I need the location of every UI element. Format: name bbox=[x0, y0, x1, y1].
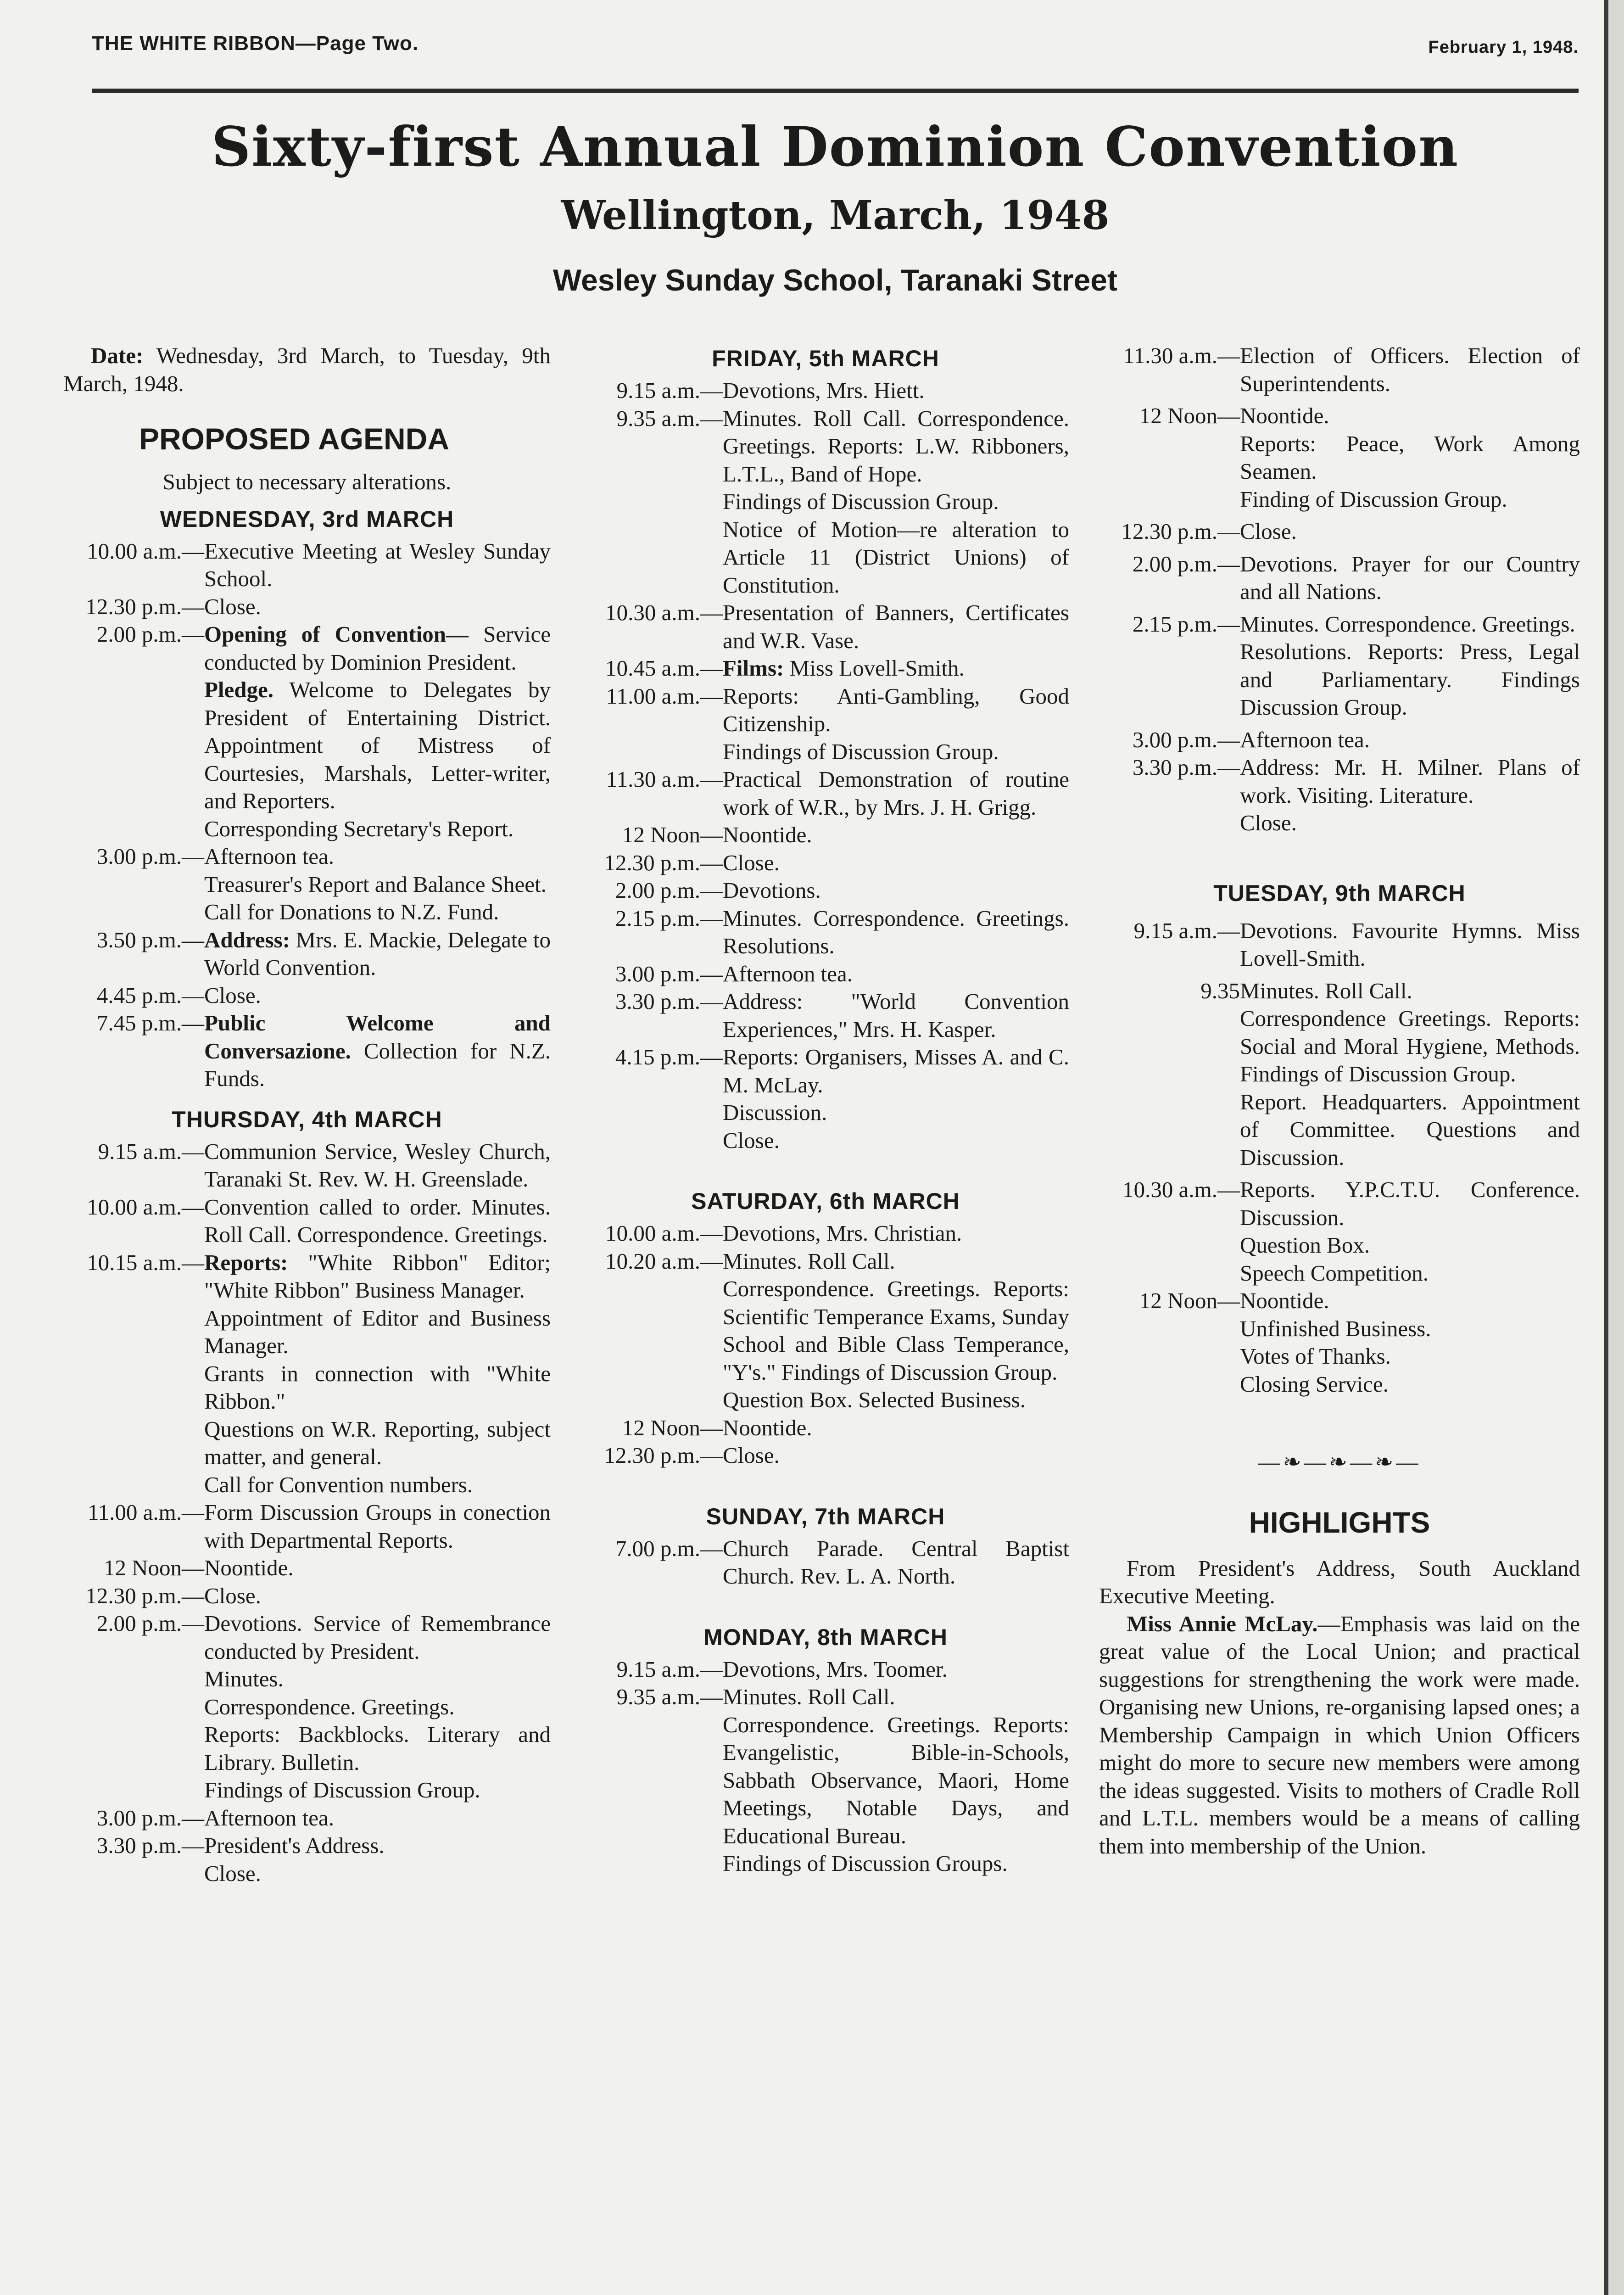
agenda-entry bbox=[1099, 1176, 1580, 1231]
entry-time: 11.30 a.m.— bbox=[606, 767, 723, 792]
entry-sub bbox=[63, 676, 551, 815]
entry-text: Devotions. Service of Remembrance conducted by President. bbox=[204, 1611, 551, 1664]
entry-text: Mrs. E. Mackie, Delegate to World Convention. bbox=[204, 927, 551, 980]
entry-sub: Closing Service. bbox=[1240, 1371, 1389, 1397]
entry-sub: Close. bbox=[723, 1127, 780, 1153]
spacer bbox=[1099, 546, 1580, 550]
agenda-entry bbox=[582, 1248, 1069, 1276]
agenda-entry bbox=[582, 377, 1069, 405]
entry-text: Election of Officers. Election of Superintendents. bbox=[1240, 343, 1580, 396]
entry-text: Form Discussion Groups in conection with Departmental Reports. bbox=[204, 1500, 551, 1553]
entry-sub: Resolutions. Reports: Press, Legal and Parliamentary. Findings Discussion Group. bbox=[1240, 639, 1580, 720]
entry-time: 9.15 a.m.— bbox=[616, 378, 723, 403]
agenda-entry bbox=[1099, 1287, 1580, 1315]
entry-text: Reports. Y.P.C.T.U. Conference. Discussion. bbox=[1240, 1177, 1580, 1230]
ornament-divider: —❧—❧—❧— bbox=[1258, 1450, 1421, 1474]
entry-text: Noontide. bbox=[723, 822, 812, 847]
entry-sub: Speech Competition. bbox=[1240, 1260, 1429, 1286]
entry-sub: Correspondence. Greetings. bbox=[204, 1694, 455, 1719]
entry-text: Executive Meeting at Wesley Sunday School. bbox=[204, 538, 551, 591]
agenda-entry bbox=[63, 1249, 551, 1304]
spacer bbox=[1099, 722, 1580, 726]
entry-sub: Close. bbox=[1240, 810, 1297, 835]
spacer bbox=[1099, 973, 1580, 977]
entry-text: Devotions, Mrs. Hiett. bbox=[723, 378, 925, 403]
entry-sub: Correspondence. Greetings. Reports: Scientific Temperance Exams, Sunday School and Bible Class Temperance, "Y's." Findings of Discussion Group. bbox=[723, 1276, 1069, 1385]
spacer bbox=[1099, 1171, 1580, 1176]
spacer bbox=[1099, 513, 1580, 518]
agenda-entry bbox=[582, 655, 1069, 683]
entry-time: 3.00 p.m.— bbox=[1132, 727, 1240, 752]
entry-text: Noontide. bbox=[1240, 1288, 1329, 1313]
page-edge bbox=[1608, 0, 1624, 2295]
agenda-entry bbox=[63, 1804, 551, 1832]
entry-sub: Treasurer's Report and Balance Sheet. bbox=[204, 871, 547, 897]
entry-bold: Reports: bbox=[204, 1249, 288, 1275]
entry-text: Afternoon tea. bbox=[204, 1805, 334, 1830]
entry-text: Close. bbox=[723, 850, 780, 875]
agenda-entry bbox=[63, 1009, 551, 1093]
entry-time: 7.00 p.m.— bbox=[615, 1535, 723, 1561]
agenda-entry bbox=[582, 905, 1069, 960]
agenda-title: PROPOSED AGENDA bbox=[139, 422, 449, 456]
entry-time: 9.15 a.m.— bbox=[1133, 918, 1240, 943]
entry-sub: Finding of Discussion Group. bbox=[1240, 486, 1507, 512]
entry-time: 9.15 a.m.— bbox=[98, 1138, 204, 1164]
entry-time: 12 Noon— bbox=[622, 1415, 723, 1440]
running-head-left: THE WHITE RIBBON—Page Two. bbox=[92, 32, 419, 55]
spacer bbox=[1099, 397, 1580, 402]
agenda-entry bbox=[63, 593, 551, 621]
entry-text: Devotions. bbox=[723, 878, 821, 903]
entry-text: Address: "World Convention Experiences," Mrs. H. Kasper. bbox=[723, 989, 1069, 1042]
entry-text: Afternoon tea. bbox=[1240, 727, 1370, 752]
entry-time: 2.15 p.m.— bbox=[1132, 611, 1240, 637]
entry-sub: Findings of Discussion Group. bbox=[204, 1777, 480, 1802]
agenda-entry bbox=[582, 1656, 1069, 1684]
entry-bold: Address: bbox=[204, 927, 290, 952]
entry-text: Practical Demonstration of routine work of W.R., by Mrs. J. H. Grigg. bbox=[723, 767, 1069, 820]
entry-time: 9.35 a.m.— bbox=[616, 405, 723, 431]
entry-sub: Report. Headquarters. Appointment of Committee. Questions and Discussion. bbox=[1240, 1089, 1580, 1170]
entry-text: Noontide. bbox=[204, 1555, 294, 1580]
entry-time: 4.45 p.m.— bbox=[96, 982, 204, 1008]
entry-sub: Corresponding Secretary's Report. bbox=[204, 816, 514, 841]
entry-text: "White Ribbon" Editor; "White Ribbon" Business Manager. bbox=[204, 1249, 551, 1303]
entry-text: Noontide. bbox=[723, 1415, 812, 1440]
entry-text: Close. bbox=[204, 593, 261, 619]
highlights-intro: From President's Address, South Auckland Executive Meeting. bbox=[1099, 1555, 1580, 1608]
agenda-entry bbox=[582, 1683, 1069, 1711]
entry-text: Devotions, Mrs. Christian. bbox=[723, 1220, 962, 1246]
agenda-entry bbox=[63, 1138, 551, 1193]
running-head bbox=[92, 28, 1579, 64]
agenda-entry bbox=[582, 1535, 1069, 1590]
entry-text: Miss Lovell-Smith. bbox=[789, 655, 965, 681]
entry-sub: Findings of Discussion Group. bbox=[723, 489, 999, 514]
entry-sub: Questions on W.R. Reporting, subject matter, and general. bbox=[204, 1416, 551, 1469]
entry-bold: Public Welcome and Conversazione. bbox=[204, 1010, 551, 1064]
entry-text: Reports: Organisers, Misses A. and C. M. McLay. bbox=[723, 1044, 1069, 1097]
agenda-entry bbox=[63, 1554, 551, 1582]
entry-sub: Question Box. Selected Business. bbox=[723, 1387, 1026, 1412]
entry-text: Devotions, Mrs. Toomer. bbox=[723, 1656, 948, 1682]
entry-time: 9.15 a.m.— bbox=[616, 1656, 723, 1682]
entry-text: Address: Mr. H. Milner. Plans of work. Visiting. Literature. bbox=[1240, 755, 1580, 808]
agenda-entry bbox=[1099, 610, 1580, 638]
column-1 bbox=[63, 342, 551, 1887]
entry-time: 2.00 p.m.— bbox=[615, 878, 723, 903]
pledge-label: Pledge. bbox=[204, 677, 274, 702]
agenda-entry bbox=[63, 1193, 551, 1249]
sunday-heading: SUNDAY, 7th MARCH bbox=[706, 1503, 945, 1529]
agenda-entry bbox=[582, 405, 1069, 488]
entry-sub: Reports: Peace, Work Among Seamen. bbox=[1240, 431, 1580, 484]
entry-text: Close. bbox=[204, 982, 261, 1008]
agenda-entry bbox=[63, 926, 551, 982]
entry-time: 9.35 a.m.— bbox=[616, 1684, 723, 1709]
entry-time: 10.30 a.m.— bbox=[605, 600, 723, 625]
agenda-entry bbox=[1099, 754, 1580, 809]
wednesday-heading: WEDNESDAY, 3rd MARCH bbox=[160, 506, 454, 532]
entry-time: 10.45 a.m.— bbox=[605, 655, 723, 681]
entry-sub: Question Box. bbox=[1240, 1232, 1370, 1258]
entry-sub: Unfinished Business. bbox=[1240, 1315, 1431, 1341]
agenda-entry bbox=[63, 1610, 551, 1665]
entry-time: 12 Noon— bbox=[103, 1555, 204, 1580]
entry-sub: Grants in connection with "White Ribbon." bbox=[204, 1360, 551, 1414]
entry-time: 12.30 p.m.— bbox=[1121, 519, 1240, 544]
agenda-entry bbox=[1099, 402, 1580, 430]
entry-text: Devotions. Favourite Hymns. Miss Lovell-Smith. bbox=[1240, 918, 1580, 971]
friday-heading: FRIDAY, 5th MARCH bbox=[712, 346, 939, 371]
entry-time: 10.00 a.m.— bbox=[87, 538, 204, 564]
entry-time: 11.30 a.m.— bbox=[1123, 343, 1240, 368]
date-label: Date: bbox=[91, 343, 144, 368]
entry-time: 3.00 p.m.— bbox=[615, 961, 723, 986]
date-paragraph bbox=[63, 342, 551, 397]
agenda-entry bbox=[1099, 518, 1580, 546]
agenda-entry bbox=[582, 877, 1069, 905]
entry-text: Noontide. bbox=[1240, 403, 1329, 428]
agenda-entry bbox=[63, 621, 551, 676]
entry-sub: Findings of Discussion Group. bbox=[723, 739, 999, 764]
entry-time: 3.00 p.m.— bbox=[96, 844, 204, 869]
entry-time: 10.00 a.m.— bbox=[605, 1220, 723, 1246]
entry-time: 7.45 p.m.— bbox=[96, 1010, 204, 1036]
agenda-entry bbox=[1099, 726, 1580, 754]
entry-time: 12 Noon— bbox=[1139, 403, 1240, 428]
running-head-date: February 1, 1948. bbox=[1428, 38, 1579, 57]
entry-sub: Close. bbox=[204, 1860, 261, 1886]
entry-time: 12.30 p.m.— bbox=[85, 1583, 204, 1608]
entry-time: 2.00 p.m.— bbox=[96, 1611, 204, 1636]
agenda-entry bbox=[582, 1442, 1069, 1470]
entry-text: Minutes. Roll Call. bbox=[723, 1684, 895, 1709]
saturday-heading: SATURDAY, 6th MARCH bbox=[691, 1188, 960, 1214]
agenda-entry bbox=[1099, 342, 1580, 397]
agenda-entry bbox=[63, 843, 551, 871]
page-title: Sixty-first Annual Dominion Convention bbox=[211, 115, 1459, 179]
entry-text: Minutes. Roll Call. bbox=[1240, 978, 1412, 1003]
entry-text: Close. bbox=[723, 1443, 780, 1468]
entry-time: 3.30 p.m.— bbox=[615, 989, 723, 1014]
agenda-note: Subject to necessary alterations. bbox=[162, 469, 452, 494]
entry-time: 2.00 p.m.— bbox=[1132, 551, 1240, 577]
entry-time: 2.15 p.m.— bbox=[615, 905, 723, 931]
entry-sub: Appointment of Editor and Business Manager. bbox=[204, 1305, 551, 1358]
pledge-text: Welcome to Delegates by President of Entertaining District. Appointment of Mistress of Courtesies, Marshals, Letter-writer, and Reporters. bbox=[204, 677, 551, 813]
column-edge-rule bbox=[1604, 0, 1608, 2295]
entry-text: Church Parade. Central Baptist Church. Rev. L. A. North. bbox=[723, 1535, 1069, 1589]
entry-text: Afternoon tea. bbox=[723, 961, 853, 986]
top-rule bbox=[92, 89, 1579, 93]
entry-time: 12 Noon— bbox=[622, 822, 723, 847]
entry-time: 3.00 p.m.— bbox=[96, 1805, 204, 1830]
monday-heading: MONDAY, 8th MARCH bbox=[703, 1624, 948, 1650]
entry-sub: Findings of Discussion Groups. bbox=[723, 1851, 1008, 1876]
entry-sub: Call for Donations to N.Z. Fund. bbox=[204, 899, 499, 924]
agenda-entry bbox=[582, 821, 1069, 849]
entry-time: 3.50 p.m.— bbox=[96, 927, 204, 952]
agenda-entry bbox=[582, 849, 1069, 877]
entry-time: 4.15 p.m.— bbox=[615, 1044, 723, 1069]
entry-time: 10.00 a.m.— bbox=[87, 1194, 204, 1220]
entry-bold: Films: bbox=[723, 655, 784, 681]
agenda-entry bbox=[582, 683, 1069, 738]
entry-time: 3.30 p.m.— bbox=[1132, 755, 1240, 780]
entry-bold: Opening of Convention— bbox=[204, 621, 469, 647]
page-subtitle: Wellington, March, 1948 bbox=[561, 192, 1110, 239]
entry-text: Minutes. Correspondence. Greetings. bbox=[1240, 611, 1575, 637]
highlights-heading: HIGHLIGHTS bbox=[1249, 1506, 1430, 1539]
agenda-entry bbox=[582, 988, 1069, 1043]
entry-time: 12.30 p.m.— bbox=[85, 593, 204, 619]
entry-sub: Correspondence Greetings. Reports: Social and Moral Hygiene, Methods. Findings of Discussion Group. bbox=[1240, 1006, 1580, 1086]
entry-time: 11.00 a.m.— bbox=[87, 1500, 204, 1525]
entry-time: 12 Noon— bbox=[1139, 1288, 1240, 1313]
column-2 bbox=[582, 342, 1069, 1878]
entry-text: Collection for N.Z. Funds. bbox=[204, 1038, 551, 1091]
agenda-entry bbox=[582, 960, 1069, 988]
entry-sub: Discussion. bbox=[723, 1100, 827, 1125]
agenda-entry bbox=[63, 1582, 551, 1610]
entry-text: President's Address. bbox=[204, 1833, 385, 1858]
entry-text: Reports: Anti-Gambling, Good Citizenship. bbox=[723, 683, 1069, 736]
agenda-entry bbox=[1099, 977, 1580, 1005]
highlights-text: —Emphasis was laid on the great value of the Local Union; and practical suggestions for strengthening the work were made. Organising new Unions, re-organising lapsed ones; a Membership Campaign in which Union Officers might do more to secure new members were among the ideas suggested. Visits to mothers of Cradle Roll and L.T.L. members would be a means of calling them into membership of the Union. bbox=[1099, 1611, 1580, 1858]
agenda-entry bbox=[63, 982, 551, 1010]
agenda-entry bbox=[1099, 917, 1580, 973]
entry-text: Close. bbox=[204, 1583, 261, 1608]
highlights-name: Miss Annie McLay. bbox=[1127, 1611, 1318, 1636]
agenda-entry bbox=[582, 1414, 1069, 1442]
tuesday-heading: TUESDAY, 9th MARCH bbox=[1213, 880, 1466, 906]
entry-text: Communion Service, Wesley Church, Taranaki St. Rev. W. H. Greenslade. bbox=[204, 1138, 551, 1192]
entry-sub: Reports: Backblocks. Literary and Library. Bulletin. bbox=[204, 1722, 551, 1775]
entry-text: Minutes. Roll Call. Correspondence. Greetings. Reports: L.W. Ribboners, L.T.L., Band of Hope. bbox=[723, 405, 1069, 487]
entry-text: Devotions. Prayer for our Country and all Nations. bbox=[1240, 551, 1580, 604]
entry-text: Minutes. Roll Call. bbox=[723, 1248, 895, 1274]
agenda-entry bbox=[63, 1832, 551, 1860]
agenda-entry bbox=[582, 766, 1069, 821]
entry-text: Convention called to order. Minutes. Roll Call. Correspondence. Greetings. bbox=[204, 1194, 551, 1247]
entry-text: Presentation of Banners, Certificates and W.R. Vase. bbox=[723, 600, 1069, 653]
date-text: Wednesday, 3rd March, to Tuesday, 9th March, 1948. bbox=[63, 343, 551, 396]
venue-line: Wesley Sunday School, Taranaki Street bbox=[553, 263, 1117, 297]
entry-time: 2.00 p.m.— bbox=[96, 621, 204, 647]
entry-text: Close. bbox=[1240, 519, 1297, 544]
agenda-entry bbox=[582, 1220, 1069, 1248]
column-3 bbox=[1099, 342, 1580, 1860]
entry-time: 10.30 a.m.— bbox=[1122, 1177, 1240, 1202]
entry-time: 12.30 p.m.— bbox=[604, 850, 723, 875]
agenda-entry bbox=[1099, 550, 1580, 606]
entry-time: 12.30 p.m.— bbox=[604, 1443, 723, 1468]
agenda-entry bbox=[63, 1499, 551, 1554]
entry-time: 10.15 a.m.— bbox=[87, 1249, 204, 1275]
entry-time: 11.00 a.m.— bbox=[606, 683, 723, 709]
entry-text: Service conducted by Dominion President. bbox=[204, 621, 551, 675]
entry-time: 10.20 a.m.— bbox=[605, 1248, 723, 1274]
entry-text: Minutes. Correspondence. Greetings. Resolutions. bbox=[723, 905, 1069, 958]
entry-time: 9.35 bbox=[1200, 978, 1240, 1003]
entry-sub: Call for Convention numbers. bbox=[204, 1472, 473, 1497]
entry-sub: Minutes. bbox=[204, 1666, 284, 1691]
agenda-entry bbox=[582, 599, 1069, 655]
entry-text: Afternoon tea. bbox=[204, 844, 334, 869]
agenda-entry bbox=[582, 1043, 1069, 1099]
entry-sub: Correspondence. Greetings. Reports: Evangelistic, Bible-in-Schools, Sabbath Observance, Maori, Home Meetings, Notable Days, and Educational Bureau. bbox=[723, 1712, 1069, 1848]
entry-time: 3.30 p.m.— bbox=[96, 1833, 204, 1858]
spacer bbox=[1099, 606, 1580, 610]
entry-sub: Votes of Thanks. bbox=[1240, 1343, 1391, 1369]
thursday-heading: THURSDAY, 4th MARCH bbox=[172, 1106, 442, 1132]
agenda-entry bbox=[63, 537, 551, 593]
highlights-body bbox=[1099, 1610, 1580, 1860]
entry-sub: Notice of Motion—re alteration to Article 11 (District Unions) of Constitution. bbox=[723, 516, 1069, 598]
